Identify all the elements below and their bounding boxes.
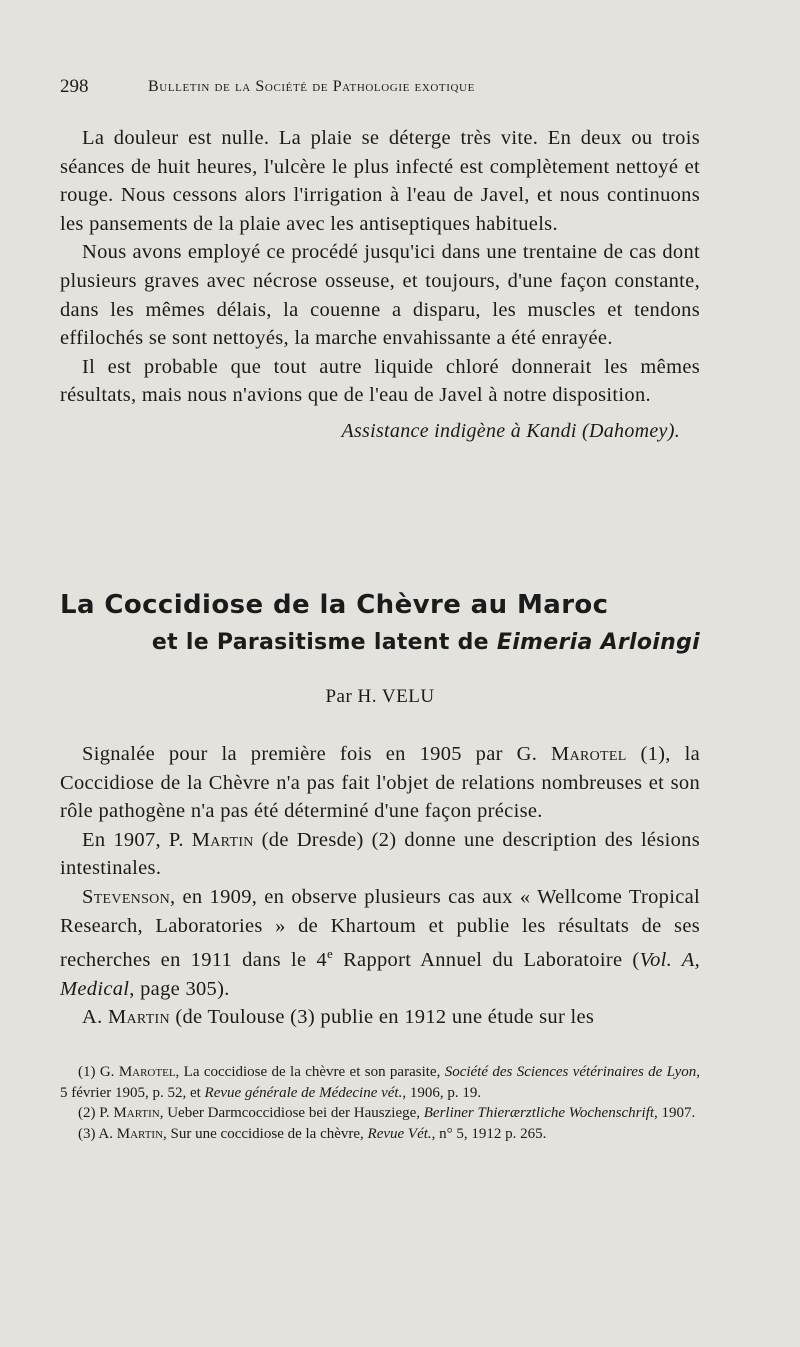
author-name: Marotel: [551, 743, 627, 765]
text: (de Dresde) (2) donne une description des lésions intestinales.: [60, 828, 700, 880]
footnote-1: [60, 1062, 700, 1103]
page-header: [60, 76, 700, 102]
text: , en 1909, en observe plusieurs cas aux « Wellcome Tropical Research, Laboratories » de Khartoum et publie les résultats de ses recherches en 1911 dans le 4: [60, 885, 700, 971]
italic-text: Revue générale de Médecine vét.: [204, 1084, 403, 1101]
text: , Sur une coccidiose de la chèvre,: [163, 1125, 368, 1142]
title-species: Eimeria Arloingi: [496, 630, 700, 655]
running-title: Bulletin de la Société de Pathologie exotique: [148, 78, 475, 95]
superscript: e: [326, 946, 334, 962]
title-line-2-prefix: et le Parasitisme latent de: [151, 630, 497, 655]
text: , 1906, p. 19.: [402, 1084, 482, 1101]
text: (de Toulouse (3) publie en 1912 une étude sur les: [169, 1006, 595, 1029]
title-line-2: [60, 630, 700, 655]
paragraph: [60, 1003, 700, 1032]
signature: Assistance indigène à Kandi (Dahomey).: [341, 419, 680, 442]
italic-text: Berliner Thierærztliche Wochenschrift: [423, 1105, 655, 1121]
text: A.: [82, 1006, 108, 1029]
text: (1) G.: [78, 1064, 119, 1080]
article-body: [60, 740, 700, 1032]
text: (1), la Coccidiose de la Chèvre n'a pas fait l'objet de relations nombreuses et son rôle pathogène n'a pas été déterminé d'une façon précise.: [60, 743, 700, 823]
text: , La coccidiose de la chèvre et son parasite,: [175, 1064, 445, 1080]
paragraph: La douleur est nulle. La plaie se déterge très vite. En deux ou trois séances de huit heures, l'ulcère le plus infecté est complètement nettoyé et rouge. Nous cessons alors l'irrigation à l'eau de Javel, et nous continuons les pansements de la plaie avec les antiseptiques habituels.: [60, 127, 700, 235]
footnote-3: [60, 1124, 700, 1145]
text: (3) A.: [78, 1125, 117, 1142]
page-number: 298: [60, 76, 89, 97]
text: Signalée pour la première fois en 1905 par G.: [82, 743, 552, 765]
text: , page 305).: [129, 977, 230, 1000]
paragraph: [60, 883, 700, 1003]
text: Rapport Annuel du Laboratoire (: [333, 948, 640, 971]
text: , 5 février 1905, p. 52, et: [60, 1064, 700, 1101]
author-name: Martin: [116, 1125, 164, 1142]
paragraph: [60, 740, 700, 826]
paragraph: [60, 826, 700, 883]
footnotes: [60, 1062, 700, 1144]
author-line: Par H. VELU: [325, 686, 435, 707]
author-name: Martin: [107, 1006, 170, 1029]
author-name: Martin: [113, 1105, 160, 1121]
text: , Ueber Darmcoccidiose bei der Hausziege,: [159, 1105, 424, 1121]
text: , n° 5, 1912 p. 265.: [431, 1125, 547, 1142]
article-title: [60, 590, 700, 655]
previous-article-text: [60, 124, 700, 443]
footnote-2: [60, 1103, 700, 1124]
text: En 1907, P.: [82, 828, 192, 851]
italic-text: Vol. A, Medical: [60, 948, 701, 1000]
text: (2) P.: [78, 1105, 114, 1121]
author-name: Marotel: [118, 1064, 176, 1080]
author-name: Martin: [191, 828, 254, 851]
italic-text: Revue Vét.: [367, 1125, 432, 1142]
author-name: Stevenson: [82, 885, 170, 908]
italic-text: Société des Sciences vétérinaires de Lyon: [444, 1064, 697, 1080]
paragraph: Il est probable que tout autre liquide chloré donnerait les mêmes résultats, mais nous n'avions que de l'eau de Javel à notre disposition.: [60, 355, 700, 407]
text: , 1907.: [654, 1105, 696, 1121]
title-line-1: La Coccidiose de la Chèvre au Maroc: [60, 590, 609, 620]
paragraph: Nous avons employé ce procédé jusqu'ici dans une trentaine de cas dont plusieurs graves avec nécrose osseuse, et toujours, d'une façon constante, dans les mêmes délais, la couenne a disparu, les muscles et tendons effilochés se sont nettoyés, la marche envahissante a été enrayée.: [60, 241, 700, 350]
